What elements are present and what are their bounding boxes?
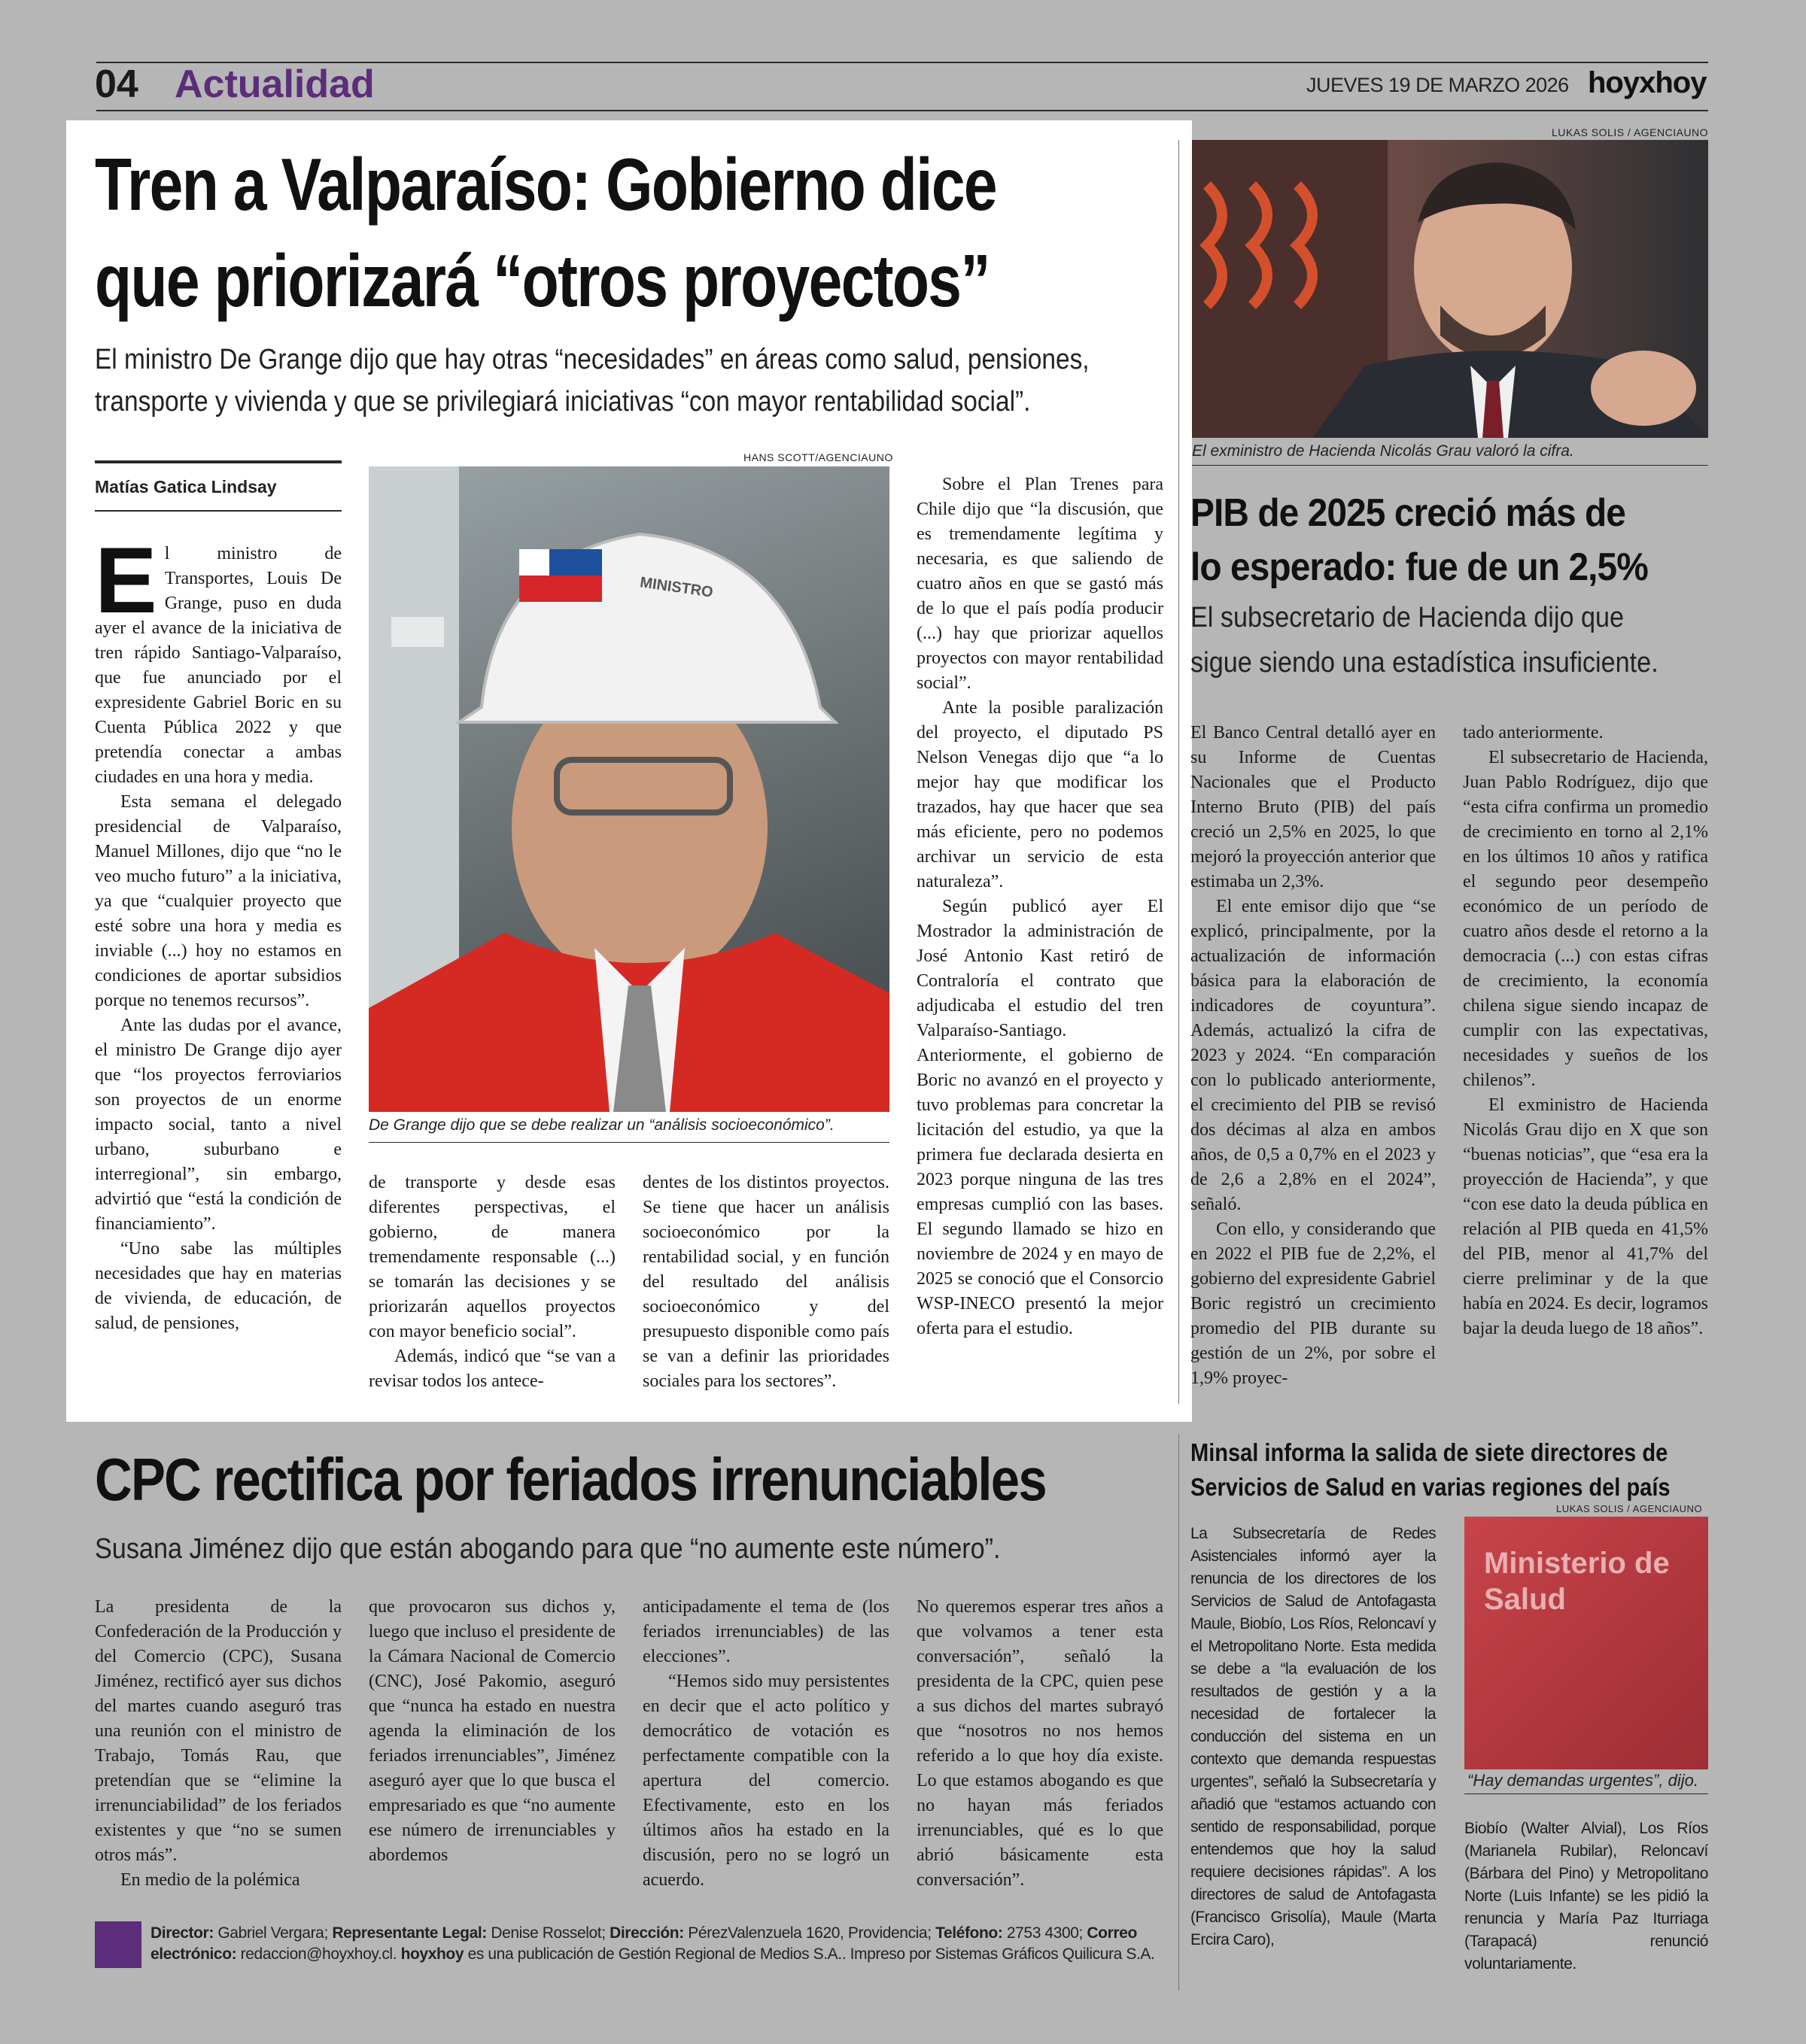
main-subhead-line2: transporte y vivienda y que se privilegiará iniciativas “con mayor rentabilidad social”. xyxy=(95,386,1031,418)
cpc-column-2: que provocaron sus dichos y, luego que incluso el presidente de la Cámara Nacional de Comercio (CNC), José Pakomio, aseguró que “nunca ha estado en nuestra agenda la eliminación de los feriados irrenunciables”, Jiménez aseguró ayer que lo que busca el empresariado es que “no aumente ese número de irrenunciables y abordemos xyxy=(369,1597,616,1865)
minsal-photo-text-line2: Salud xyxy=(1484,1583,1566,1616)
main-headline-line1: Tren a Valparaíso: Gobierno dice xyxy=(95,143,996,226)
minsal-column-2: Biobío (Walter Alvial), Los Ríos (Marianela Rubilar), Reloncaví (Bárbara del Pino) y Metropolitano Norte (Luis Infante) se les pidió la renuncia y María Paz Iturriaga (Tarapacá) renunció voluntariamente. xyxy=(1464,1820,1708,1973)
main-photo-caption: De Grange dijo que se debe realizar un “análisis socioeconómico”. xyxy=(369,1116,835,1134)
minsal-photo-credit: LUKAS SOLIS / AGENCIAUNO xyxy=(1556,1503,1703,1514)
minsal-photo-caption: “Hay demandas urgentes”, dijo. xyxy=(1467,1771,1698,1790)
pib-column-2: tado anteriormente. El subsecretario de Hacienda, Juan Pablo Rodríguez, dijo que “esta cifra confirma un promedio de crecimiento en torno al 2,1% en los últimos 10 años y ratifica el segundo peor desempeño económico de un período de cuatro años desde el retorno a la democracia (...) con estas cifras de crecimiento, la economía chilena sigue siendo incapaz de cumplir con las expectativas, necesidades y sueños de los chilenos”. El exministro de Hacienda Nicolás Grau dijo en X que son “buenas noticias”, que “esa era la proyección de Hacienda”, y que “con ese dato la deuda pública en relación al PIB queda en 41,5% del PIB, menor al 41,7% del cierre preliminar y de la que había en 2024. Es decir, logramos bajar la deuda luego de 18 años”. xyxy=(1463,723,1708,1338)
main-headline-line2: que priorizará “otros proyectos” xyxy=(95,239,990,322)
minsal-photo xyxy=(1464,1517,1708,1769)
cpc-column-3: anticipadamente el tema de (los feriados irrenunciables) de las elecciones”. “Hemos sido muy persistentes en decir que el acto político y democrático de votación es perfectamente compatible con la apertura del comercio. Efectivamente, esto en los últimos años ha estado en la discusión, pero no se logró un acuerdo. xyxy=(643,1597,889,1890)
pib-photo xyxy=(1192,140,1708,438)
pib-photo-caption: El exministro de Hacienda Nicolás Grau valoró la cifra. xyxy=(1192,442,1574,460)
helmet-label: MINISTRO xyxy=(639,574,714,601)
minsal-headline-line1: Minsal informa la salida de siete directores de xyxy=(1190,1438,1668,1466)
main-column-3: dentes de los distintos proyectos. Se tiene que hacer un análisis socioeconómico por la rentabilidad social, y en función del resultado del análisis socioeconómico y del presupuesto disponible como país se van a definir las prioridades sociales para los sectores”. xyxy=(643,1173,889,1391)
minister-portrait-illustration xyxy=(369,466,889,1112)
minsal-headline-line2: Servicios de Salud en varias regiones del país xyxy=(1190,1473,1671,1501)
footer-accent-block xyxy=(95,1921,141,1968)
section-title: Actualidad xyxy=(175,62,375,106)
main-column-1: El ministro de Transportes, Louis De Grange, puso en duda ayer el avance de la iniciativa de tren rápido Santiago-Valparaíso, que fue anunciado por el expresidente Gabriel Boric en su Cuenta Pública 2022 y que pretendía conectar a ambas ciudades en una hora y media. Esta semana el delegado presidencial de Valparaíso, Manuel Millones, dijo que “no le veo mucho futuro” a la iniciativa, ya que “cualquier proyecto que esté sobre una hora y media es inviable (...) hoy no estamos en condiciones de aportar subsidios porque no tenemos recursos”. Ante las dudas por el avance, el ministro De Grange dijo ayer que “los proyectos ferroviarios son proyectos de un enorme impacto social, tanto a nivel urbano, suburbano e interregional”, sin embargo, advirtió que “está la condición de financiamiento”. “Uno sabe las múltiples necesidades que hay en materias de vivienda, de educación, de salud, de pensiones, xyxy=(95,529,342,1333)
cpc-column-1: La presidenta de la Confederación de la Producción y del Comercio (CPC), Susana Jiménez, rectificó ayer sus dichos del martes cuando aseguró tras una reunión con el ministro de Trabajo, Tomás Rau, que pretendían que se “elimine la irrenunciabilidad” de los feriados existentes y que “no se sumen otros más”. En medio de la polémica xyxy=(95,1597,342,1890)
pib-photo-credit: LUKAS SOLIS / AGENCIAUNO xyxy=(1552,126,1709,138)
main-photo-credit: HANS SCOTT/AGENCIAUNO xyxy=(743,451,893,463)
dropcap: E xyxy=(95,529,157,633)
minsal-column-1: La Subsecretaría de Redes Asistenciales informó ayer la renuncia de los directores de los Servicios de Salud de Antofagasta Maule, Biobío, Los Ríos, Reloncaví y el Metropolitano Norte. Esta medida se debe a “la evaluación de los resultados de gestión y a la necesidad de fortalecer la conducción del sistema en un contexto que demanda respuestas urgentes”, señaló la Subsecretaría y añadió que “estamos actuando con sentido de responsabilidad, porque entendemos que hoy la salud requiere decisiones rápidas”. A los directores de salud de Antofagasta (Francisco Grisolía), Maule (Marta Ercira Caro), xyxy=(1190,1525,1436,1948)
main-subhead-line1: El ministro De Grange dijo que hay otras “necesidades” en áreas como salud, pensiones, xyxy=(95,344,1090,375)
pib-subhead-line1: El subsecretario de Hacienda dijo que xyxy=(1190,602,1625,633)
page-number: 04 xyxy=(95,62,138,106)
cpc-column-4: No queremos esperar tres años a que volvamos a tener esta conversación”, señaló la presidenta de la CPC, quien pese a sus dichos del martes subrayó que “nosotros no nos hemos referido a lo que hoy día existe. Lo que estamos abogando es que no hayan más feriados irrenunciables, qué es lo que abrió básicamente esta conversación”. xyxy=(917,1597,1163,1890)
pib-subhead-line2: sigue siendo una estadística insuficiente. xyxy=(1190,647,1659,679)
masthead-logo: hoyxhoy xyxy=(1588,66,1707,99)
pib-column-1: El Banco Central detalló ayer en su Informe de Cuentas Nacionales que el Producto Interno Bruto (PIB) del país creció un 2,5% en 2025, lo que mejoró la proyección anterior que estimaba un 2,3%. El ente emisor dijo que “se explicó, principalmente, por la actualización de información básica para la elaboración de indicadores de coyuntura”. Además, actualizó la cifra de 2023 y 2024. “En comparación con lo publicado anteriormente, el crecimiento del PIB se revisó dos décimas al alza en ambos años, de 0,5 a 0,7% en el 2023 y de 2,6 a 2,8% en el 2024”, señaló. Con ello, y considerando que en 2022 el PIB fue de 2,2%, el gobierno del expresidente Gabriel Boric registró un crecimiento promedio del PIB durante su gestión de un 2%, por sobre el 1,9% proyec- xyxy=(1190,723,1436,1388)
main-column-4: Sobre el Plan Trenes para Chile dijo que “la discusión, que es tremendamente legítima y necesaria, es que saliendo de cuatro años en que se gastó más de lo que el país podía producir (...) hay que priorizar aquellos proyectos con mayor rentabilidad social”. Ante la posible paralización del proyecto, el diputado PS Nelson Venegas dijo que “a lo mejor hay que modificar los trazados, hay que hacer que sea más eficiente, pero no podemos archivar un servicio de esta naturaleza”. Según publicó ayer El Mostrador la administración de José Antonio Kast retiró de Contraloría el contrato que adjudicaba el estudio del tren Valparaíso-Santiago. Anteriormente, el gobierno de Boric no avanzó en el proyecto y tuvo problemas para concretar la licitación del estudio, ya que la primera fue declarada desierta en 2023 porque ninguna de las tres empresas cumplió con las bases. El segundo llamado se hizo en noviembre de 2024 y en mayo de 2025 se conoció que el Consorcio WSP-INECO presentó la mejor oferta para el estudio. xyxy=(917,475,1163,1338)
footer-credits: Director: Gabriel Vergara; Representante Legal: Denise Rosselot; Dirección: PérezValenzuela 1620, Providencia; Teléfono: 2753 4300; Correo electrónico: redaccion@hoyxhoy.cl. hoyxhoy es una publicación de Gestión Regional de Medios S.A.. Impreso por Sistemas Gráficos Quilicura S.A. xyxy=(150,1924,1155,1963)
pib-headline-line2: lo esperado: fue de un 2,5% xyxy=(1190,545,1648,589)
main-photo xyxy=(369,466,889,1112)
grau-portrait-illustration xyxy=(1192,140,1708,438)
minsal-photo-text-line1: Ministerio de xyxy=(1484,1547,1670,1580)
author-byline: Matías Gatica Lindsay xyxy=(95,477,277,497)
main-column-2: de transporte y desde esas diferentes perspectivas, el gobierno, de manera tremendamente responsable (...) se tomarán las decisiones y se priorizarán aquellos proyectos con mayor beneficio social”. Además, indicó que “se van a revisar todos los antece- xyxy=(369,1173,616,1391)
pib-headline-line1: PIB de 2025 creció más de xyxy=(1190,491,1625,535)
issue-date: JUEVES 19 DE MARZO 2026 xyxy=(1306,74,1569,96)
cpc-headline: CPC rectifica por feriados irrenunciables xyxy=(95,1446,1046,1513)
cpc-subhead: Susana Jiménez dijo que están abogando para que “no aumente este número”. xyxy=(95,1533,1001,1565)
